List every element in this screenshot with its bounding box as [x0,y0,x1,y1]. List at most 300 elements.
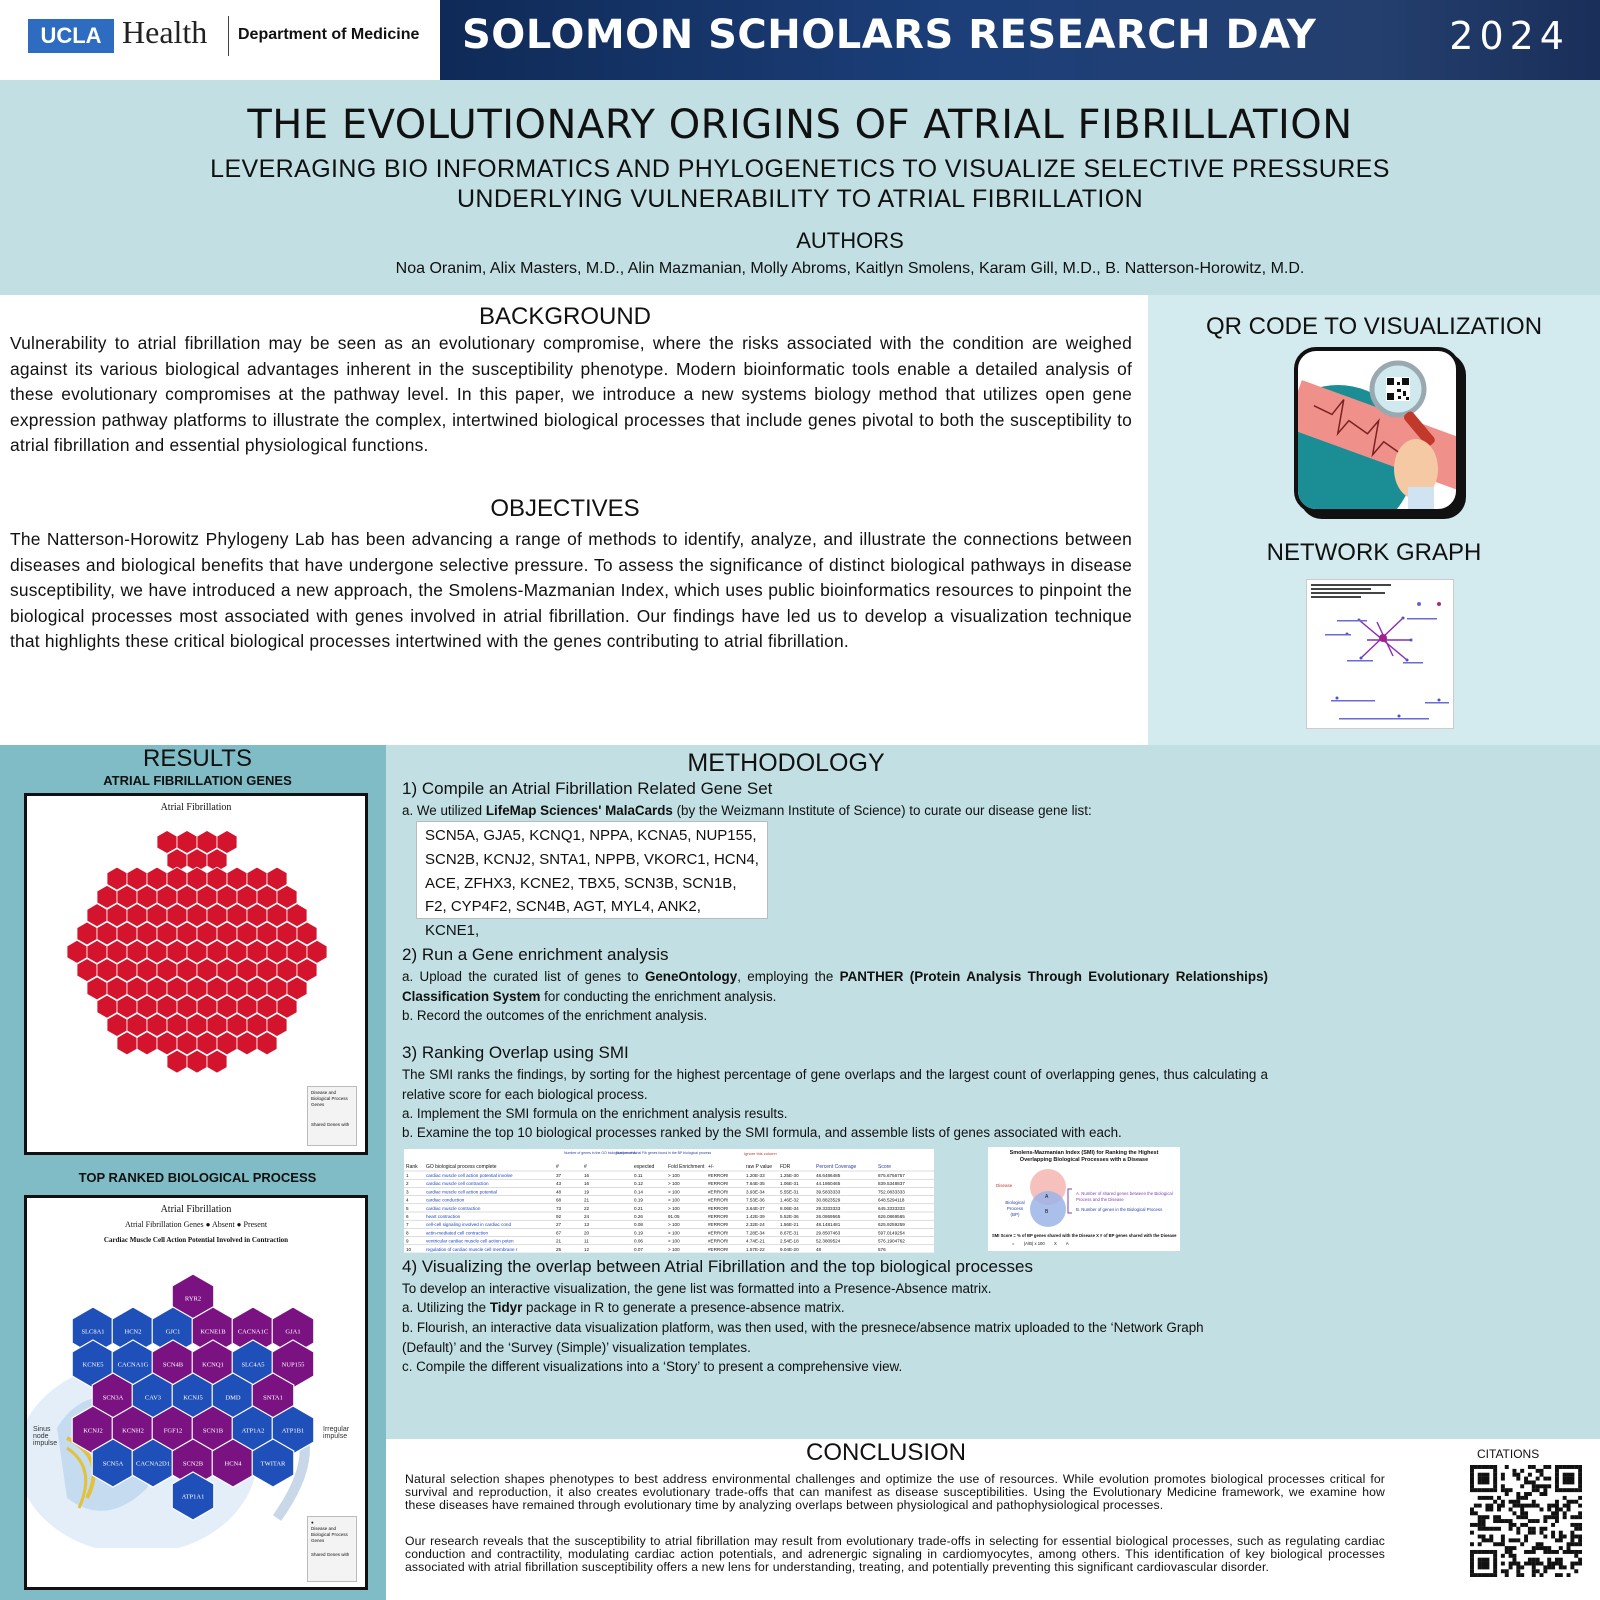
qr-module [1474,1504,1478,1508]
qr-module [1555,1504,1559,1508]
table-cell: 0.19 [634,1197,643,1203]
af-gene-hexagon[interactable] [207,977,227,1000]
qr-module [1536,1488,1540,1492]
table-cell: 68 [556,1197,562,1203]
qr-module [1555,1473,1559,1477]
qr-module [1570,1465,1574,1469]
table-cell: 576.1904762 [878,1238,905,1244]
ucla-logo-box: UCLA [28,19,114,53]
qr-module [1512,1562,1516,1566]
disease-process-filter-widget[interactable] [307,1086,357,1146]
process-gene-label: FGF12 [163,1427,183,1435]
table-cell: 645.3333333 [878,1205,905,1211]
table-cell: #ERROR! [708,1189,729,1195]
table-cell: cardiac conduction [426,1197,465,1203]
results-subheading-top-process: TOP RANKED BIOLOGICAL PROCESS [78,1170,317,1185]
qr-module [1563,1480,1567,1484]
qr-module [1528,1492,1532,1496]
af-gene-hexagon[interactable] [107,867,127,890]
authors-heading: AUTHORS [796,228,904,253]
qr-module [1528,1550,1532,1554]
qr-module [1482,1488,1486,1492]
qr-module [1493,1480,1497,1484]
qr-module [1559,1546,1563,1550]
qr-module [1574,1569,1578,1573]
step3-title: 3) Ranking Overlap using SMI [402,1043,629,1062]
qr-module [1578,1504,1582,1508]
af-gene-hexagon[interactable] [187,977,207,1000]
qr-module [1509,1523,1513,1527]
qr-module [1524,1480,1528,1484]
qr-module [1493,1488,1497,1492]
qr-module [1540,1542,1544,1546]
qr-module [1493,1569,1497,1573]
table-cell: > 100 [668,1238,680,1244]
table-cell: 16 [584,1173,590,1178]
qr-module [1489,1573,1493,1577]
qr-module [1509,1500,1513,1504]
event-title: SOLOMON SCHOLARS RESEARCH DAY [462,12,1317,58]
qr-module [1485,1480,1489,1484]
qr-module [1574,1535,1578,1539]
qr-module [1478,1535,1482,1539]
qr-module [1540,1527,1544,1531]
qr-module [1524,1511,1528,1515]
qr-module [1547,1546,1551,1550]
process-gene-label: SLC4A5 [241,1361,265,1369]
qr-module [1493,1554,1497,1558]
af-gene-hexagon[interactable] [227,867,247,890]
qr-module [1543,1488,1547,1492]
qr-module [1493,1515,1497,1519]
qr-module [1512,1546,1516,1550]
process-gene-label: SCN3A [102,1394,124,1402]
table-cell: 1 [406,1173,409,1178]
qr-module [1470,1542,1474,1546]
conclusion-paragraph-1: Natural selection shapes phenotypes to best address environmental challenges and optimize the use of resources. While evolution promotes biological processes critical for survival and reproduction, it also creates evolutionary trade-offs that can manifest as disease susceptibilities. Using the Evolutionary Medicine framework, we examine how these diseases have remained through evolutionary time by analyzing overlaps between physiological and pathophysiological processes. [405,1472,1385,1512]
qr-module [1470,1558,1474,1562]
qr-module [1543,1535,1547,1539]
table-cell: 0.08 [634,1222,643,1228]
qr-module [1485,1538,1489,1542]
step4-text-a: a. Utilizing the Tidyr package in R to generate a presence-absence matrix. [402,1300,845,1315]
table-cell: regulation of cardiac muscle cell membrane r [426,1246,518,1252]
af-gene-hexagon[interactable] [167,977,187,1000]
process-gene-label: KCNE5 [82,1361,104,1369]
table-cell: 67 [556,1230,562,1236]
af-gene-hexagon[interactable] [117,885,137,908]
qr-module [1536,1546,1540,1550]
af-gene-hexagon[interactable] [127,977,147,1000]
table-cell: 5.55E-31 [780,1189,799,1195]
step1-title: 1) Compile an Atrial Fibrillation Related Gene Set [402,779,773,798]
process-gene-label: DMD [225,1394,241,1402]
qr-module [1578,1538,1582,1542]
qr-module [1516,1504,1520,1508]
af-gene-hexagon[interactable] [287,977,307,1000]
qr-module [1478,1527,1482,1531]
qr-module [1524,1492,1528,1496]
qr-module [1493,1542,1497,1546]
af-gene-hexagon[interactable] [267,977,287,1000]
qr-module [1505,1492,1509,1496]
process-gene-label: CAV3 [144,1394,162,1402]
af-gene-hexagon[interactable] [97,885,117,908]
qr-module [1532,1500,1536,1504]
qr-module [1536,1558,1540,1562]
qr-module [1482,1515,1486,1519]
qr-module [1478,1488,1482,1492]
qr-module [1543,1515,1547,1519]
qr-module [1493,1473,1497,1477]
table-header-cell: # [556,1164,559,1170]
qr-module [1578,1523,1582,1527]
qr-module [1540,1531,1544,1535]
qr-module [1555,1573,1559,1577]
table-cell: 10 [406,1246,412,1252]
qr-module [1543,1477,1547,1481]
qr-module [1570,1500,1574,1504]
table-cell: 29.3333333 [816,1205,841,1211]
smi-formula-figure [988,1147,1180,1251]
qr-module [1470,1523,1474,1527]
qr-module [1578,1480,1582,1484]
table-header-cell: # [584,1164,587,1170]
qr-module [1493,1562,1497,1566]
qr-module [1574,1562,1578,1566]
qr-module [1470,1469,1474,1473]
table-cell: 30.8823529 [816,1197,841,1203]
qr-module [1524,1538,1528,1542]
table-cell: #ERROR! [708,1214,729,1219]
process-gene-label: KCNQ1 [202,1361,224,1369]
qr-module [1563,1465,1567,1469]
af-gene-hexagon[interactable] [177,885,197,908]
qr-module [1485,1573,1489,1577]
qr-module [1536,1477,1540,1481]
table-cell: 44.1860465 [816,1181,841,1187]
table-cell: > 100 [668,1197,680,1203]
table-cell: 4.74E-21 [746,1238,765,1244]
qr-module [1532,1550,1536,1554]
af-gene-hexagon[interactable] [127,867,147,890]
qr-module [1574,1550,1578,1554]
qr-module [1532,1480,1536,1484]
af-gene-hexagon[interactable] [207,867,227,890]
qr-module [1559,1465,1563,1469]
qr-module [1478,1496,1482,1500]
qr-module [1559,1573,1563,1577]
qr-module [1516,1565,1520,1569]
qr-module [1485,1550,1489,1554]
table-cell: 0.21 [634,1205,643,1211]
table-cell: #ERROR! [708,1197,729,1203]
qr-module [1482,1465,1486,1469]
qr-module [1551,1550,1555,1554]
qr-module [1478,1515,1482,1519]
qr-module [1555,1500,1559,1504]
qr-module [1470,1562,1474,1566]
smi-disease-label: Disease [996,1183,1013,1188]
qr-module [1532,1569,1536,1573]
af-gene-hexagon[interactable] [147,867,167,890]
qr-module [1570,1523,1574,1527]
af-gene-hexagon[interactable] [217,885,237,908]
table-cell: ventricular cardiac muscle cell action poten [426,1238,514,1244]
table-cell: > 100 [668,1189,680,1195]
af-gene-hexagon[interactable] [157,885,177,908]
enrichment-results-table [404,1149,934,1253]
qr-module [1578,1477,1582,1481]
qr-module [1559,1535,1563,1539]
qr-module [1559,1507,1563,1511]
qr-module [1532,1546,1536,1550]
citations-qr-code-icon[interactable] [1470,1465,1582,1577]
table-cell: 92 [556,1214,562,1219]
qr-module [1478,1523,1482,1527]
qr-module [1532,1465,1536,1469]
process-gene-label: ATP1B1 [281,1427,305,1435]
qr-module [1547,1562,1551,1566]
qr-module [1520,1484,1524,1488]
qr-module [1532,1562,1536,1566]
table-cell: cardiac muscle cell action potential [426,1189,497,1195]
qr-module [1540,1492,1544,1496]
qr-module [1555,1511,1559,1515]
qr-module [1520,1542,1524,1546]
table-cell: 7.28E-34 [746,1230,765,1236]
qr-module [1578,1465,1582,1469]
qr-module [1532,1558,1536,1562]
qr-module [1567,1546,1571,1550]
qr-module [1485,1504,1489,1508]
qr-module [1482,1480,1486,1484]
qr-module [1555,1507,1559,1511]
qr-module [1478,1573,1482,1577]
af-gene-hexagon[interactable] [247,977,267,1000]
qr-module [1470,1473,1474,1477]
qr-module [1559,1558,1563,1562]
qr-module [1555,1469,1559,1473]
table-cell: 21 [584,1197,590,1203]
visualization-qr-tile[interactable] [1294,347,1460,513]
qr-module [1478,1542,1482,1546]
table-cell: #ERROR! [708,1246,729,1252]
qr-module [1555,1519,1559,1523]
qr-module [1501,1504,1505,1508]
qr-module [1578,1473,1582,1477]
qr-module [1555,1465,1559,1469]
table-cell: cardiac muscle cell contraction [426,1181,489,1187]
process-gene-label: KCNE1B [200,1328,226,1336]
qr-module [1505,1488,1509,1492]
table-cell: 839.5348837 [878,1181,905,1187]
qr-module [1551,1504,1555,1508]
qr-module [1536,1569,1540,1573]
objectives-text: The Natterson-Horowitz Phylogeny Lab has been advancing a range of methods to identify, analyze, and illustrate the connections between diseases and biological benefits that have undergone selective pressure. To assess the significance of distinct biological pathways in disease susceptibility, we have introduced a new approach, the Smolens-Mazmanian Index, which uses public bioinformatics resources to pinpoint the biological processes most associated with genes involved in atrial fibrillation. Our findings have led us to develop a visualization technique that highlights these critical biological processes intertwined with the genes contributing to atrial fibrillation. [10,529,1132,652]
table-cell: 0.19 [634,1230,643,1236]
qr-module [1524,1535,1528,1539]
table-cell: 24 [584,1214,590,1219]
af-gene-hexagon[interactable] [167,867,187,890]
qr-module [1501,1500,1505,1504]
qr-module [1563,1496,1567,1500]
smi-formula-line-2: = (A/B) x 100 X A [1012,1241,1069,1246]
qr-module [1501,1569,1505,1573]
irregular-impulse-label: Irregular impulse [323,1426,350,1440]
enrichment-table-graphic [404,1149,934,1253]
qr-module [1512,1511,1516,1515]
qr-module [1547,1558,1551,1562]
qr-module [1470,1507,1474,1511]
network-graph-thumbnail[interactable] [1306,579,1454,729]
qr-module [1551,1562,1555,1566]
qr-module [1501,1519,1505,1523]
qr-module [1567,1488,1571,1492]
table-cell: 4 [406,1197,409,1203]
af-gene-hexagon[interactable] [267,867,287,890]
qr-module [1578,1515,1582,1519]
qr-module [1489,1496,1493,1500]
top-process-chart-title: Atrial Fibrillation [160,1204,232,1215]
smi-a-label: A [1045,1194,1049,1200]
qr-module [1474,1511,1478,1515]
qr-module [1485,1562,1489,1566]
af-gene-hexagon[interactable] [137,885,157,908]
qr-module [1551,1523,1555,1527]
qr-module [1470,1554,1474,1558]
table-cell: 26.0869565 [816,1214,841,1219]
qr-module [1574,1488,1578,1492]
background-text: Vulnerability to atrial fibrillation may be seen as an evolutionary compromise, where the risks associated with the condition are weighed against its various biological advantages inherent in the susceptibility phenotype. Modern bioinformatic tools enable a detailed analysis of these evolutionary compromises at the pathway level. In this paper, we introduce a new systems biology method that utilizes open gene expression pathway platforms to illustrate the complex, intertwined biological processes that include genes pivotal to both the susceptibility to atrial fibrillation and essential physiological functions. [10,333,1132,456]
authors-list: Noa Oranim, Alix Masters, M.D., Alin Mazmanian, Molly Abroms, Kaitlyn Smolens, Karam Gill, M.D., B. Natterson-Horowitz, M.D. [395,260,1305,277]
qr-module [1520,1565,1524,1569]
header-banner [0,0,1600,80]
methodology-heading: METHODOLOGY [687,749,885,777]
qr-module [1482,1527,1486,1531]
af-gene-hexagon[interactable] [197,885,217,908]
qr-module [1563,1565,1567,1569]
gene-list-line: SCN5A, GJA5, KCNQ1, NPPA, KCNA5, NUP155, [425,827,757,844]
qr-module [1516,1477,1520,1481]
table-cell: 0.11 [634,1173,643,1178]
qr-module [1474,1465,1478,1469]
table-cell: 73 [556,1205,562,1211]
table-cell: 597.0149254 [878,1230,905,1236]
qr-module [1528,1558,1532,1562]
af-gene-hexagon[interactable] [247,867,267,890]
table-cell: 1.06E-31 [780,1181,799,1187]
qr-module [1547,1565,1551,1569]
table-header-cell: Score [878,1164,892,1170]
qr-module [1536,1484,1540,1488]
af-gene-hexagon[interactable] [187,867,207,890]
qr-module [1474,1573,1478,1577]
methodology-section [386,745,1600,1439]
process-gene-label: GJA1 [285,1328,301,1336]
qr-module [1489,1488,1493,1492]
qr-module [1551,1515,1555,1519]
table-cell: #ERROR! [708,1238,729,1244]
qr-module [1512,1504,1516,1508]
qr-module [1520,1523,1524,1527]
table-cell: 9 [406,1238,409,1244]
conclusion-paragraph-2: Our research reveals that the susceptibility to atrial fibrillation may result from evolutionary trade-offs in selecting for essential biological processes, such as regulating cardiac conduction and contractility, modulating cardiac action potentials, and adrenergic signaling in cardiomyocytes, among others. This identification of key biological processes associated with atrial fibrillation susceptibility offers a new lens for understanding, treating, and potentially preventing this significant cardiovascular disorder. [405,1534,1385,1574]
qr-module [1516,1569,1520,1573]
qr-module [1489,1550,1493,1554]
table-cell: 21 [556,1238,562,1244]
smi-note-b: B. Number of genes in the Biological Process [1076,1207,1163,1212]
table-cell: heart contraction [426,1214,461,1219]
qr-module [1509,1562,1513,1566]
table-cell: 25 [556,1246,562,1252]
step3-text-b: b. Examine the top 10 biological processes ranked by the SMI formula, and assemble lists of genes associated with each. [402,1125,1122,1140]
qr-module [1489,1527,1493,1531]
af-gene-hexagon[interactable] [147,977,167,1000]
table-cell: 7.64E-35 [746,1181,765,1187]
qr-module [1485,1558,1489,1562]
qr-module [1501,1535,1505,1539]
af-gene-list-box [416,821,768,940]
qr-module [1532,1565,1536,1569]
qr-module [1516,1515,1520,1519]
qr-module [1547,1507,1551,1511]
qr-module [1547,1465,1551,1469]
qr-module [1482,1496,1486,1500]
qr-module [1543,1519,1547,1523]
af-gene-hexagon[interactable] [87,977,107,1000]
table-cell: 1.20E-33 [746,1173,765,1178]
qr-module [1516,1562,1520,1566]
smi-note-a: A. Number of shared genes between the Biological Process and the Disease [1076,1191,1173,1202]
af-genes-hex-chart[interactable] [24,793,368,1155]
qr-module [1485,1488,1489,1492]
qr-module [1501,1473,1505,1477]
table-header-cell: Percent Coverage [816,1164,857,1170]
qr-module [1520,1515,1524,1519]
table-cell: 3 [406,1189,409,1195]
qr-module [1528,1562,1532,1566]
qr-module [1478,1477,1482,1481]
table-cell: cell-cell signaling involved in cardiac cond [426,1222,512,1228]
qr-module [1567,1480,1571,1484]
qr-module [1555,1515,1559,1519]
qr-module [1509,1550,1513,1554]
table-header-cell: GO biological process complete [426,1164,497,1170]
af-gene-hexagon[interactable] [227,977,247,1000]
table-header-cell: raw P value [746,1164,773,1170]
qr-module [1536,1469,1540,1473]
qr-module [1520,1573,1524,1577]
af-gene-hexagon[interactable] [107,977,127,1000]
qr-module [1528,1465,1532,1469]
qr-module [1497,1496,1501,1500]
step2-text-a: a. Upload the curated list of genes to GeneOntology, employing the PANTHER (Protein Analysis Through Evolutionary Relationships) Classification System for conducting the enrichment analysis. [402,969,1268,1004]
table-cell: 52.3809524 [816,1238,841,1244]
qr-module [1485,1565,1489,1569]
top-process-hex-chart[interactable] [24,1195,368,1590]
qr-module [1559,1531,1563,1535]
qr-module [1567,1504,1571,1508]
table-cell: 13 [584,1222,590,1228]
table-cell: 1.46E-32 [780,1197,799,1203]
qr-module [1547,1484,1551,1488]
af-gene-hexagon[interactable] [237,885,257,908]
af-gene-hexagon[interactable] [257,885,277,908]
process-filter-widget[interactable] [307,1516,357,1582]
table-cell: 626.0869565 [878,1214,905,1219]
af-gene-hexagon[interactable] [277,885,297,908]
